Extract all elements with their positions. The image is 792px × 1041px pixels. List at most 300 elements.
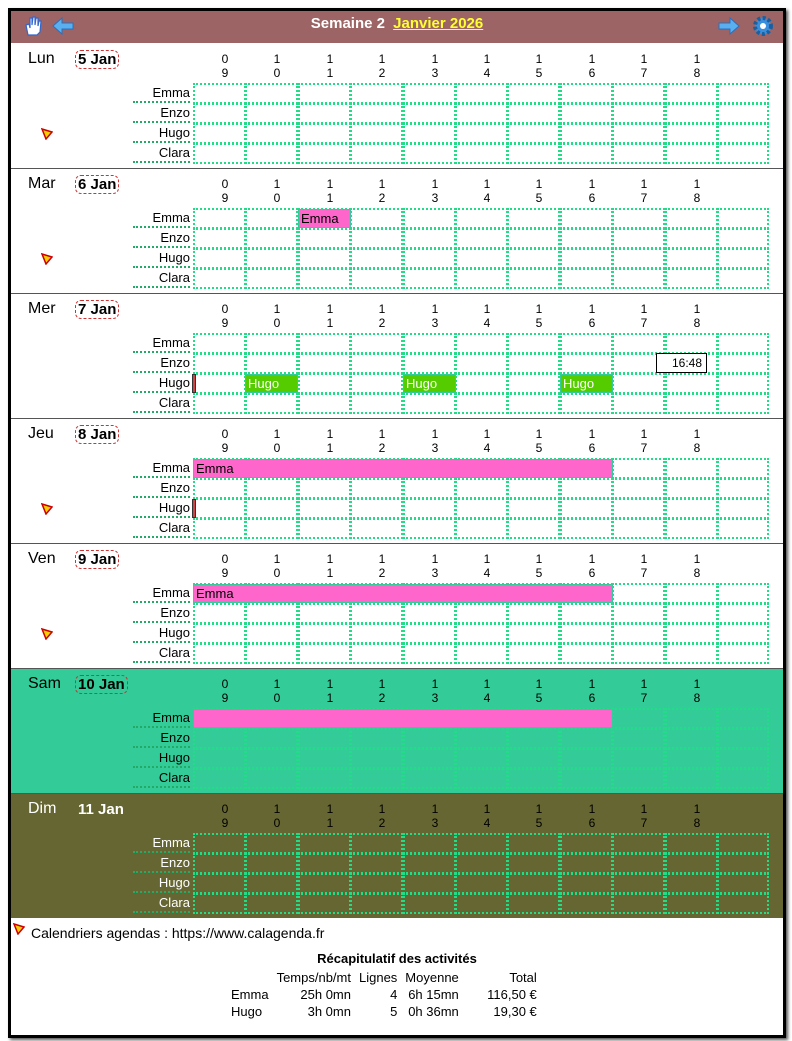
grid-cell[interactable] bbox=[612, 333, 665, 354]
grid-cell[interactable] bbox=[193, 518, 246, 539]
grid-cell[interactable] bbox=[455, 768, 508, 789]
grid-cell[interactable] bbox=[717, 333, 769, 354]
grid-cell[interactable] bbox=[350, 123, 403, 144]
grid-cell[interactable] bbox=[612, 143, 665, 164]
grid-cell[interactable] bbox=[403, 623, 456, 644]
grid-cell[interactable] bbox=[507, 103, 560, 124]
grid-cell[interactable] bbox=[560, 103, 613, 124]
grid-cell[interactable] bbox=[612, 708, 665, 729]
grid-cell[interactable] bbox=[298, 373, 351, 394]
grid-cell[interactable] bbox=[560, 248, 613, 269]
grid-cell[interactable] bbox=[350, 478, 403, 499]
grid-cell[interactable] bbox=[507, 268, 560, 289]
grid-cell[interactable] bbox=[403, 268, 456, 289]
grid-cell[interactable] bbox=[298, 353, 351, 374]
grid-cell[interactable] bbox=[193, 373, 246, 394]
grid-cell[interactable] bbox=[507, 833, 560, 854]
grid-cell[interactable] bbox=[507, 623, 560, 644]
grid-cell[interactable] bbox=[193, 748, 246, 769]
grid-cell[interactable] bbox=[612, 893, 665, 914]
grid-cell[interactable] bbox=[612, 393, 665, 414]
grid-cell[interactable] bbox=[455, 603, 508, 624]
grid-cell[interactable] bbox=[665, 393, 718, 414]
day-date[interactable]: 10 Jan bbox=[75, 675, 128, 694]
grid-cell[interactable] bbox=[612, 748, 665, 769]
grid-cell[interactable] bbox=[298, 498, 351, 519]
grid-cell[interactable] bbox=[455, 498, 508, 519]
grid-cell[interactable] bbox=[507, 393, 560, 414]
grid-cell[interactable] bbox=[560, 353, 613, 374]
grid-cell[interactable] bbox=[717, 583, 769, 604]
grid-cell[interactable] bbox=[298, 623, 351, 644]
grid-cell[interactable] bbox=[193, 333, 246, 354]
activity-bar-hugo[interactable]: Hugo bbox=[560, 374, 613, 393]
grid-cell[interactable] bbox=[350, 333, 403, 354]
grid-cell[interactable] bbox=[403, 603, 456, 624]
grid-cell[interactable] bbox=[560, 748, 613, 769]
grid-cell[interactable] bbox=[560, 123, 613, 144]
grid-cell[interactable] bbox=[717, 893, 769, 914]
grid-cell[interactable] bbox=[298, 268, 351, 289]
grid-cell[interactable] bbox=[350, 228, 403, 249]
grid-cell[interactable] bbox=[298, 83, 351, 104]
grid-cell[interactable] bbox=[507, 123, 560, 144]
grid-cell[interactable] bbox=[665, 708, 718, 729]
grid-cell[interactable] bbox=[665, 83, 718, 104]
grid-cell[interactable] bbox=[245, 728, 298, 749]
grid-cell[interactable] bbox=[455, 103, 508, 124]
grid-cell[interactable] bbox=[717, 103, 769, 124]
grid-cell[interactable] bbox=[455, 353, 508, 374]
grid-cell[interactable] bbox=[403, 123, 456, 144]
grid-cell[interactable] bbox=[403, 498, 456, 519]
grid-cell[interactable] bbox=[507, 353, 560, 374]
grid-cell[interactable] bbox=[507, 518, 560, 539]
gear-icon[interactable] bbox=[752, 15, 774, 37]
grid-cell[interactable] bbox=[717, 268, 769, 289]
grid-cell[interactable] bbox=[455, 373, 508, 394]
grid-cell[interactable] bbox=[350, 498, 403, 519]
grid-cell[interactable] bbox=[612, 123, 665, 144]
grid-cell[interactable] bbox=[455, 248, 508, 269]
grid-cell[interactable] bbox=[245, 498, 298, 519]
grid-cell[interactable] bbox=[245, 893, 298, 914]
grid-cell[interactable] bbox=[507, 498, 560, 519]
grid-cell[interactable] bbox=[193, 603, 246, 624]
grid-cell[interactable] bbox=[507, 728, 560, 749]
grid-cell[interactable] bbox=[717, 623, 769, 644]
grid-cell[interactable] bbox=[193, 853, 246, 874]
grid-cell[interactable] bbox=[245, 768, 298, 789]
grid-cell[interactable] bbox=[455, 268, 508, 289]
grid-cell[interactable] bbox=[665, 853, 718, 874]
grid-cell[interactable] bbox=[665, 603, 718, 624]
grid-cell[interactable] bbox=[350, 853, 403, 874]
flag-icon[interactable] bbox=[41, 503, 53, 515]
grid-cell[interactable] bbox=[350, 873, 403, 894]
grid-cell[interactable] bbox=[612, 208, 665, 229]
grid-cell[interactable] bbox=[245, 603, 298, 624]
grid-cell[interactable] bbox=[350, 208, 403, 229]
grid-cell[interactable] bbox=[665, 208, 718, 229]
grid-cell[interactable] bbox=[350, 373, 403, 394]
grid-cell[interactable] bbox=[507, 248, 560, 269]
grid-cell[interactable] bbox=[455, 518, 508, 539]
grid-cell[interactable] bbox=[193, 893, 246, 914]
grid-cell[interactable] bbox=[298, 103, 351, 124]
grid-cell[interactable] bbox=[350, 143, 403, 164]
grid-cell[interactable] bbox=[717, 833, 769, 854]
grid-cell[interactable] bbox=[298, 248, 351, 269]
grid-cell[interactable] bbox=[612, 83, 665, 104]
grid-cell[interactable] bbox=[612, 643, 665, 664]
grid-cell[interactable] bbox=[507, 873, 560, 894]
grid-cell[interactable] bbox=[665, 143, 718, 164]
grid-cell[interactable] bbox=[403, 333, 456, 354]
grid-cell[interactable] bbox=[612, 873, 665, 894]
grid-cell[interactable] bbox=[193, 643, 246, 664]
grid-cell[interactable] bbox=[455, 393, 508, 414]
grid-cell[interactable] bbox=[245, 518, 298, 539]
grid-cell[interactable] bbox=[350, 623, 403, 644]
grid-cell[interactable] bbox=[193, 228, 246, 249]
grid-cell[interactable] bbox=[298, 893, 351, 914]
grid-cell[interactable] bbox=[560, 228, 613, 249]
grid-cell[interactable] bbox=[455, 208, 508, 229]
grid-cell[interactable] bbox=[560, 833, 613, 854]
grid-cell[interactable] bbox=[665, 498, 718, 519]
grid-cell[interactable] bbox=[193, 873, 246, 894]
grid-cell[interactable] bbox=[298, 478, 351, 499]
grid-cell[interactable] bbox=[403, 83, 456, 104]
grid-cell[interactable] bbox=[245, 103, 298, 124]
grid-cell[interactable] bbox=[298, 728, 351, 749]
month-link[interactable]: Janvier 2026 bbox=[393, 15, 484, 32]
grid-cell[interactable] bbox=[403, 518, 456, 539]
grid-cell[interactable] bbox=[665, 103, 718, 124]
grid-cell[interactable] bbox=[245, 123, 298, 144]
grid-cell[interactable] bbox=[298, 228, 351, 249]
grid-cell[interactable] bbox=[193, 498, 246, 519]
grid-cell[interactable] bbox=[612, 853, 665, 874]
grid-cell[interactable] bbox=[665, 228, 718, 249]
grid-cell[interactable] bbox=[560, 333, 613, 354]
grid-cell[interactable] bbox=[193, 123, 246, 144]
grid-cell[interactable] bbox=[193, 728, 246, 749]
grid-cell[interactable] bbox=[665, 728, 718, 749]
grid-cell[interactable] bbox=[403, 103, 456, 124]
grid-cell[interactable] bbox=[612, 458, 665, 479]
flag-icon[interactable] bbox=[41, 628, 53, 640]
grid-cell[interactable] bbox=[717, 208, 769, 229]
grid-cell[interactable] bbox=[193, 768, 246, 789]
grid-cell[interactable] bbox=[665, 333, 718, 354]
grid-cell[interactable] bbox=[717, 458, 769, 479]
grid-cell[interactable] bbox=[455, 873, 508, 894]
grid-cell[interactable] bbox=[612, 228, 665, 249]
grid-cell[interactable] bbox=[193, 353, 246, 374]
grid-cell[interactable] bbox=[245, 853, 298, 874]
grid-cell[interactable] bbox=[665, 248, 718, 269]
grid-cell[interactable] bbox=[665, 748, 718, 769]
grid-cell[interactable] bbox=[245, 228, 298, 249]
grid-cell[interactable] bbox=[717, 498, 769, 519]
grid-cell[interactable] bbox=[298, 123, 351, 144]
grid-cell[interactable] bbox=[350, 833, 403, 854]
next-week-icon[interactable] bbox=[717, 15, 741, 37]
grid-cell[interactable] bbox=[665, 268, 718, 289]
grid-cell[interactable] bbox=[298, 518, 351, 539]
activity-bar-emma[interactable]: Emma bbox=[193, 459, 613, 478]
grid-cell[interactable] bbox=[507, 748, 560, 769]
grid-cell[interactable] bbox=[717, 643, 769, 664]
grid-cell[interactable] bbox=[245, 333, 298, 354]
flag-icon[interactable] bbox=[41, 253, 53, 265]
grid-cell[interactable] bbox=[507, 373, 560, 394]
grid-cell[interactable] bbox=[298, 853, 351, 874]
grid-cell[interactable] bbox=[298, 393, 351, 414]
grid-cell[interactable] bbox=[298, 768, 351, 789]
grid-cell[interactable] bbox=[245, 873, 298, 894]
grid-cell[interactable] bbox=[403, 143, 456, 164]
grid-cell[interactable] bbox=[350, 643, 403, 664]
day-date[interactable]: 8 Jan bbox=[75, 425, 119, 444]
grid-cell[interactable] bbox=[455, 893, 508, 914]
grid-cell[interactable] bbox=[717, 353, 769, 374]
grid-cell[interactable] bbox=[717, 83, 769, 104]
activity-bar-emma[interactable]: Emma bbox=[298, 209, 351, 228]
activity-bar-hugo[interactable]: Hugo bbox=[403, 374, 456, 393]
grid-cell[interactable] bbox=[403, 208, 456, 229]
grid-cell[interactable] bbox=[350, 393, 403, 414]
grid-cell[interactable] bbox=[245, 623, 298, 644]
grid-cell[interactable] bbox=[560, 643, 613, 664]
grid-cell[interactable] bbox=[245, 478, 298, 499]
day-date[interactable]: 9 Jan bbox=[75, 550, 119, 569]
grid-cell[interactable] bbox=[403, 768, 456, 789]
grid-cell[interactable] bbox=[507, 853, 560, 874]
grid-cell[interactable] bbox=[717, 853, 769, 874]
grid-cell[interactable] bbox=[665, 478, 718, 499]
grid-cell[interactable] bbox=[403, 748, 456, 769]
grid-cell[interactable] bbox=[298, 748, 351, 769]
grid-cell[interactable] bbox=[560, 143, 613, 164]
grid-cell[interactable] bbox=[560, 498, 613, 519]
grid-cell[interactable] bbox=[350, 768, 403, 789]
grid-cell[interactable] bbox=[560, 478, 613, 499]
grid-cell[interactable] bbox=[455, 643, 508, 664]
grid-cell[interactable] bbox=[665, 643, 718, 664]
grid-cell[interactable] bbox=[612, 268, 665, 289]
grid-cell[interactable] bbox=[403, 643, 456, 664]
grid-cell[interactable] bbox=[612, 728, 665, 749]
grid-cell[interactable] bbox=[245, 393, 298, 414]
grid-cell[interactable] bbox=[717, 228, 769, 249]
grid-cell[interactable] bbox=[507, 603, 560, 624]
grid-cell[interactable] bbox=[717, 603, 769, 624]
grid-cell[interactable] bbox=[612, 623, 665, 644]
grid-cell[interactable] bbox=[298, 143, 351, 164]
grid-cell[interactable] bbox=[507, 478, 560, 499]
day-date[interactable]: 5 Jan bbox=[75, 50, 119, 69]
grid-cell[interactable] bbox=[193, 623, 246, 644]
grid-cell[interactable] bbox=[717, 518, 769, 539]
grid-cell[interactable] bbox=[403, 248, 456, 269]
grid-cell[interactable] bbox=[403, 873, 456, 894]
grid-cell[interactable] bbox=[665, 123, 718, 144]
grid-cell[interactable] bbox=[455, 143, 508, 164]
grid-cell[interactable] bbox=[560, 208, 613, 229]
grid-cell[interactable] bbox=[350, 518, 403, 539]
grid-cell[interactable] bbox=[717, 123, 769, 144]
grid-cell[interactable] bbox=[455, 333, 508, 354]
grid-cell[interactable] bbox=[507, 643, 560, 664]
grid-cell[interactable] bbox=[455, 123, 508, 144]
grid-cell[interactable] bbox=[193, 248, 246, 269]
grid-cell[interactable] bbox=[245, 353, 298, 374]
grid-cell[interactable] bbox=[507, 83, 560, 104]
grid-cell[interactable] bbox=[298, 333, 351, 354]
grid-cell[interactable] bbox=[245, 83, 298, 104]
grid-cell[interactable] bbox=[507, 208, 560, 229]
grid-cell[interactable] bbox=[560, 393, 613, 414]
grid-cell[interactable] bbox=[350, 893, 403, 914]
grid-cell[interactable] bbox=[665, 458, 718, 479]
grid-cell[interactable] bbox=[560, 268, 613, 289]
grid-cell[interactable] bbox=[560, 83, 613, 104]
grid-cell[interactable] bbox=[193, 268, 246, 289]
grid-cell[interactable] bbox=[612, 768, 665, 789]
grid-cell[interactable] bbox=[193, 208, 246, 229]
day-date[interactable]: 6 Jan bbox=[75, 175, 119, 194]
flag-icon[interactable] bbox=[41, 128, 53, 140]
grid-cell[interactable] bbox=[560, 893, 613, 914]
grid-cell[interactable] bbox=[612, 478, 665, 499]
grid-cell[interactable] bbox=[403, 893, 456, 914]
grid-cell[interactable] bbox=[455, 623, 508, 644]
grid-cell[interactable] bbox=[717, 873, 769, 894]
grid-cell[interactable] bbox=[612, 248, 665, 269]
day-date[interactable]: 7 Jan bbox=[75, 300, 119, 319]
grid-cell[interactable] bbox=[350, 728, 403, 749]
activity-bar-emma[interactable]: Emma bbox=[193, 584, 613, 603]
grid-cell[interactable] bbox=[245, 268, 298, 289]
grid-cell[interactable] bbox=[350, 268, 403, 289]
grid-cell[interactable] bbox=[245, 248, 298, 269]
grid-cell[interactable] bbox=[717, 143, 769, 164]
grid-cell[interactable] bbox=[717, 728, 769, 749]
grid-cell[interactable] bbox=[350, 748, 403, 769]
grid-cell[interactable] bbox=[717, 748, 769, 769]
grid-cell[interactable] bbox=[245, 833, 298, 854]
grid-cell[interactable] bbox=[245, 208, 298, 229]
grid-cell[interactable] bbox=[560, 768, 613, 789]
grid-cell[interactable] bbox=[717, 708, 769, 729]
grid-cell[interactable] bbox=[560, 518, 613, 539]
grid-cell[interactable] bbox=[455, 728, 508, 749]
grid-cell[interactable] bbox=[560, 853, 613, 874]
grid-cell[interactable] bbox=[350, 353, 403, 374]
grid-cell[interactable] bbox=[298, 603, 351, 624]
day-date[interactable]: 11 Jan bbox=[78, 801, 124, 818]
grid-cell[interactable] bbox=[193, 83, 246, 104]
grid-cell[interactable] bbox=[665, 583, 718, 604]
grid-cell[interactable] bbox=[403, 833, 456, 854]
grid-cell[interactable] bbox=[717, 373, 769, 394]
grid-cell[interactable] bbox=[612, 518, 665, 539]
grid-cell[interactable] bbox=[560, 603, 613, 624]
grid-cell[interactable] bbox=[403, 728, 456, 749]
grid-cell[interactable] bbox=[665, 768, 718, 789]
grid-cell[interactable] bbox=[298, 833, 351, 854]
grid-cell[interactable] bbox=[245, 748, 298, 769]
grid-cell[interactable] bbox=[612, 833, 665, 854]
grid-cell[interactable] bbox=[717, 478, 769, 499]
grid-cell[interactable] bbox=[717, 393, 769, 414]
activity-bar-emma[interactable] bbox=[193, 709, 613, 728]
grid-cell[interactable] bbox=[665, 373, 718, 394]
grid-cell[interactable] bbox=[350, 603, 403, 624]
grid-cell[interactable] bbox=[403, 393, 456, 414]
grid-cell[interactable] bbox=[298, 873, 351, 894]
grid-cell[interactable] bbox=[245, 143, 298, 164]
grid-cell[interactable] bbox=[193, 478, 246, 499]
grid-cell[interactable] bbox=[455, 833, 508, 854]
grid-cell[interactable] bbox=[665, 833, 718, 854]
marker[interactable] bbox=[192, 374, 196, 393]
grid-cell[interactable] bbox=[612, 103, 665, 124]
grid-cell[interactable] bbox=[455, 478, 508, 499]
grid-cell[interactable] bbox=[455, 228, 508, 249]
grid-cell[interactable] bbox=[403, 853, 456, 874]
grid-cell[interactable] bbox=[612, 603, 665, 624]
grid-cell[interactable] bbox=[612, 583, 665, 604]
grid-cell[interactable] bbox=[193, 103, 246, 124]
grid-cell[interactable] bbox=[507, 333, 560, 354]
grid-cell[interactable] bbox=[455, 853, 508, 874]
grid-cell[interactable] bbox=[507, 893, 560, 914]
grid-cell[interactable] bbox=[403, 228, 456, 249]
grid-cell[interactable] bbox=[350, 83, 403, 104]
grid-cell[interactable] bbox=[560, 873, 613, 894]
grid-cell[interactable] bbox=[193, 833, 246, 854]
grid-cell[interactable] bbox=[507, 143, 560, 164]
grid-cell[interactable] bbox=[665, 873, 718, 894]
grid-cell[interactable] bbox=[350, 248, 403, 269]
grid-cell[interactable] bbox=[717, 768, 769, 789]
grid-cell[interactable] bbox=[717, 248, 769, 269]
grid-cell[interactable] bbox=[193, 143, 246, 164]
grid-cell[interactable] bbox=[245, 643, 298, 664]
grid-cell[interactable] bbox=[298, 643, 351, 664]
grid-cell[interactable] bbox=[507, 228, 560, 249]
grid-cell[interactable] bbox=[612, 498, 665, 519]
grid-cell[interactable] bbox=[560, 728, 613, 749]
grid-cell[interactable] bbox=[350, 103, 403, 124]
grid-cell[interactable] bbox=[665, 623, 718, 644]
grid-cell[interactable] bbox=[665, 518, 718, 539]
site-link[interactable]: Calendriers agendas : https://www.calagenda.fr bbox=[31, 925, 325, 941]
grid-cell[interactable] bbox=[560, 623, 613, 644]
grid-cell[interactable] bbox=[455, 83, 508, 104]
grid-cell[interactable] bbox=[455, 748, 508, 769]
grid-cell[interactable] bbox=[612, 373, 665, 394]
activity-bar-hugo[interactable]: Hugo bbox=[245, 374, 298, 393]
grid-cell[interactable] bbox=[507, 768, 560, 789]
marker[interactable] bbox=[192, 499, 196, 518]
grid-cell[interactable] bbox=[665, 893, 718, 914]
grid-cell[interactable] bbox=[403, 353, 456, 374]
